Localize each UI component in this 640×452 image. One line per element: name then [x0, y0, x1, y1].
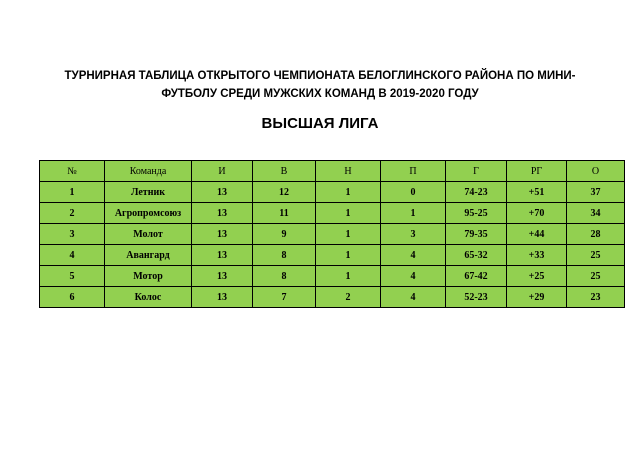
cell-games: 13	[192, 182, 253, 203]
header-cell-team: Команда	[105, 161, 192, 182]
cell-draws: 1	[316, 266, 381, 287]
cell-goals: 65-32	[446, 245, 507, 266]
cell-games: 13	[192, 266, 253, 287]
cell-draws: 1	[316, 224, 381, 245]
cell-team: Авангард	[105, 245, 192, 266]
table-row	[40, 266, 625, 287]
cell-team: Мотор	[105, 266, 192, 287]
cell-wins: 12	[253, 182, 316, 203]
cell-wins: 7	[253, 287, 316, 308]
cell-games: 13	[192, 287, 253, 308]
cell-goal-diff: +33	[507, 245, 567, 266]
cell-losses: 4	[381, 287, 446, 308]
cell-number: 4	[40, 245, 105, 266]
cell-wins: 11	[253, 203, 316, 224]
standings-table	[39, 160, 625, 308]
cell-points: 25	[567, 266, 625, 287]
cell-number: 2	[40, 203, 105, 224]
cell-team: Колос	[105, 287, 192, 308]
cell-losses: 4	[381, 266, 446, 287]
document-title-line-1: ТУРНИРНАЯ ТАБЛИЦА ОТКРЫТОГО ЧЕМПИОНАТА БЕЛОГЛИНСКОГО РАЙОНА ПО МИНИ-	[64, 70, 576, 82]
cell-team: Агропромсоюз	[105, 203, 192, 224]
cell-points: 37	[567, 182, 625, 203]
header-cell-number: №	[40, 161, 105, 182]
header-cell-goals: Г	[446, 161, 507, 182]
header-cell-games: И	[192, 161, 253, 182]
document-title-line-2: ФУТБОЛУ СРЕДИ МУЖСКИХ КОМАНД В 2019-2020 ГОДУ	[161, 88, 479, 100]
cell-losses: 3	[381, 224, 446, 245]
cell-draws: 1	[316, 203, 381, 224]
cell-wins: 8	[253, 266, 316, 287]
cell-wins: 9	[253, 224, 316, 245]
table-header-row	[40, 161, 625, 182]
cell-points: 28	[567, 224, 625, 245]
cell-wins: 8	[253, 245, 316, 266]
table-row	[40, 224, 625, 245]
table-row	[40, 203, 625, 224]
cell-goals: 79-35	[446, 224, 507, 245]
header-cell-points: О	[567, 161, 625, 182]
cell-games: 13	[192, 224, 253, 245]
table-row	[40, 182, 625, 203]
cell-goals: 52-23	[446, 287, 507, 308]
cell-points: 25	[567, 245, 625, 266]
cell-goal-diff: +29	[507, 287, 567, 308]
cell-goals: 67-42	[446, 266, 507, 287]
table-row	[40, 245, 625, 266]
cell-losses: 0	[381, 182, 446, 203]
cell-points: 23	[567, 287, 625, 308]
cell-goal-diff: +25	[507, 266, 567, 287]
cell-number: 1	[40, 182, 105, 203]
cell-goal-diff: +70	[507, 203, 567, 224]
header-cell-draws: Н	[316, 161, 381, 182]
cell-losses: 4	[381, 245, 446, 266]
cell-games: 13	[192, 203, 253, 224]
cell-goals: 95-25	[446, 203, 507, 224]
cell-team: Молот	[105, 224, 192, 245]
cell-number: 5	[40, 266, 105, 287]
cell-draws: 1	[316, 245, 381, 266]
cell-goal-diff: +44	[507, 224, 567, 245]
header-cell-goal-diff: РГ	[507, 161, 567, 182]
cell-points: 34	[567, 203, 625, 224]
header-cell-losses: П	[381, 161, 446, 182]
cell-draws: 2	[316, 287, 381, 308]
cell-losses: 1	[381, 203, 446, 224]
cell-goals: 74-23	[446, 182, 507, 203]
league-subtitle: ВЫСШАЯ ЛИГА	[261, 115, 379, 132]
header-cell-wins: В	[253, 161, 316, 182]
cell-number: 6	[40, 287, 105, 308]
cell-number: 3	[40, 224, 105, 245]
cell-goal-diff: +51	[507, 182, 567, 203]
cell-games: 13	[192, 245, 253, 266]
cell-draws: 1	[316, 182, 381, 203]
table-row	[40, 287, 625, 308]
cell-team: Летник	[105, 182, 192, 203]
